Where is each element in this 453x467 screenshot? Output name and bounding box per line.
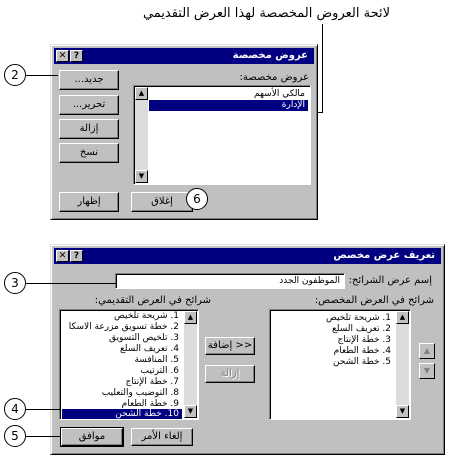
custom-shows-title-bar [54,48,314,64]
move-down-icon[interactable]: ▼ [419,363,435,379]
list-item[interactable]: 2. تعريف السلع [332,324,391,334]
custom-slides-label: شرائح في العرض المخصص: [314,295,434,306]
callout-close: 6 [186,188,208,210]
list-item[interactable]: 3. خطة الإنتاج [337,335,391,345]
help-icon[interactable]: ? [70,50,83,62]
list-item[interactable]: 4. خطة الطعام [333,346,391,356]
list-item[interactable]: 2. خطة تسويق مزرعة الاسكا [68,322,179,332]
caption-leader-line [322,24,323,112]
show-name-label: إسم عرض الشرائح: [348,275,432,286]
custom-slides-scrollbar[interactable] [396,311,409,418]
custom-shows-scrollbar[interactable] [135,87,148,183]
list-item[interactable]: 5. خطة الشحن [332,357,391,367]
new-button[interactable]: جديد... [59,70,119,90]
show-name-input[interactable]: الموظفون الجدد [115,273,345,289]
scroll-down-icon[interactable]: ▼ [184,405,197,418]
callout-ok: 5 [4,425,26,447]
presentation-slides-scrollbar[interactable] [184,311,197,418]
copy-button[interactable]: نسخ [59,143,119,163]
list-item[interactable]: 7. خطة الإنتاج [125,377,179,387]
list-item[interactable]: مالكي الأسهم [254,89,305,99]
scroll-down-icon[interactable]: ▼ [396,405,409,418]
list-item[interactable]: 1. شريحة تلخيص [326,313,391,323]
show-button[interactable]: إظهار [59,192,119,212]
help-icon[interactable]: ? [70,250,83,262]
presentation-slides-list[interactable] [59,309,199,420]
scroll-up-icon[interactable]: ▲ [184,311,197,324]
caption-text: لائحة العروض المخصصة لهذا العرض التقديمي [142,6,390,21]
list-item[interactable]: 3. تلخيص التسويق [109,333,179,343]
close-icon[interactable]: ✕ [56,50,69,62]
define-custom-show-title-bar [54,248,441,264]
custom-shows-list-label: عروض مخصصة: [239,72,309,83]
callout-name: 3 [4,272,26,294]
scroll-up-icon[interactable]: ▲ [135,87,148,100]
remove-button[interactable]: إزالة [59,119,119,139]
cancel-button[interactable]: إلغاء الأمر [131,428,193,446]
define-custom-show-title: تعريف عرض مخصص [333,250,435,261]
close-icon[interactable]: ✕ [56,250,69,262]
list-item[interactable]: 5. المنافسة [134,355,179,365]
callout-slides: 4 [4,398,26,420]
ok-button[interactable]: موافق [61,428,123,446]
scroll-down-icon[interactable]: ▼ [135,170,148,183]
list-item[interactable]: 1. شريحة تلخيص [114,311,179,321]
callout-new: 2 [4,64,26,86]
custom-shows-title: عروض مخصصة [232,50,308,61]
callout-leader-line [26,436,60,437]
list-item-selected[interactable]: 10. خطة الشحن [62,409,182,420]
move-up-icon[interactable]: ▲ [419,343,435,359]
list-item[interactable]: 4. تعريف السلع [120,344,179,354]
remove-slide-button[interactable]: إزالة [205,365,255,383]
custom-slides-list[interactable] [269,309,411,420]
close-button[interactable]: إغلاق [131,192,193,212]
custom-shows-dialog [50,44,318,220]
list-item[interactable]: 9. خطة الطعام [121,399,179,409]
scroll-up-icon[interactable]: ▲ [396,311,409,324]
add-button[interactable]: << إضافة [205,337,255,355]
callout-leader-line [26,409,60,410]
callout-leader-line [26,75,58,76]
define-custom-show-dialog [50,244,445,455]
callout-leader-line [26,283,116,284]
list-item[interactable]: 8. التوضيب والتعليب [101,388,179,398]
presentation-slides-label: شرائح في العرض التقديمي: [94,295,211,306]
edit-button[interactable]: تحرير... [59,95,119,115]
list-item-selected[interactable]: الإدارة [149,100,308,111]
custom-shows-list[interactable] [133,85,311,185]
list-item[interactable]: 6. الترتيب [140,366,179,376]
